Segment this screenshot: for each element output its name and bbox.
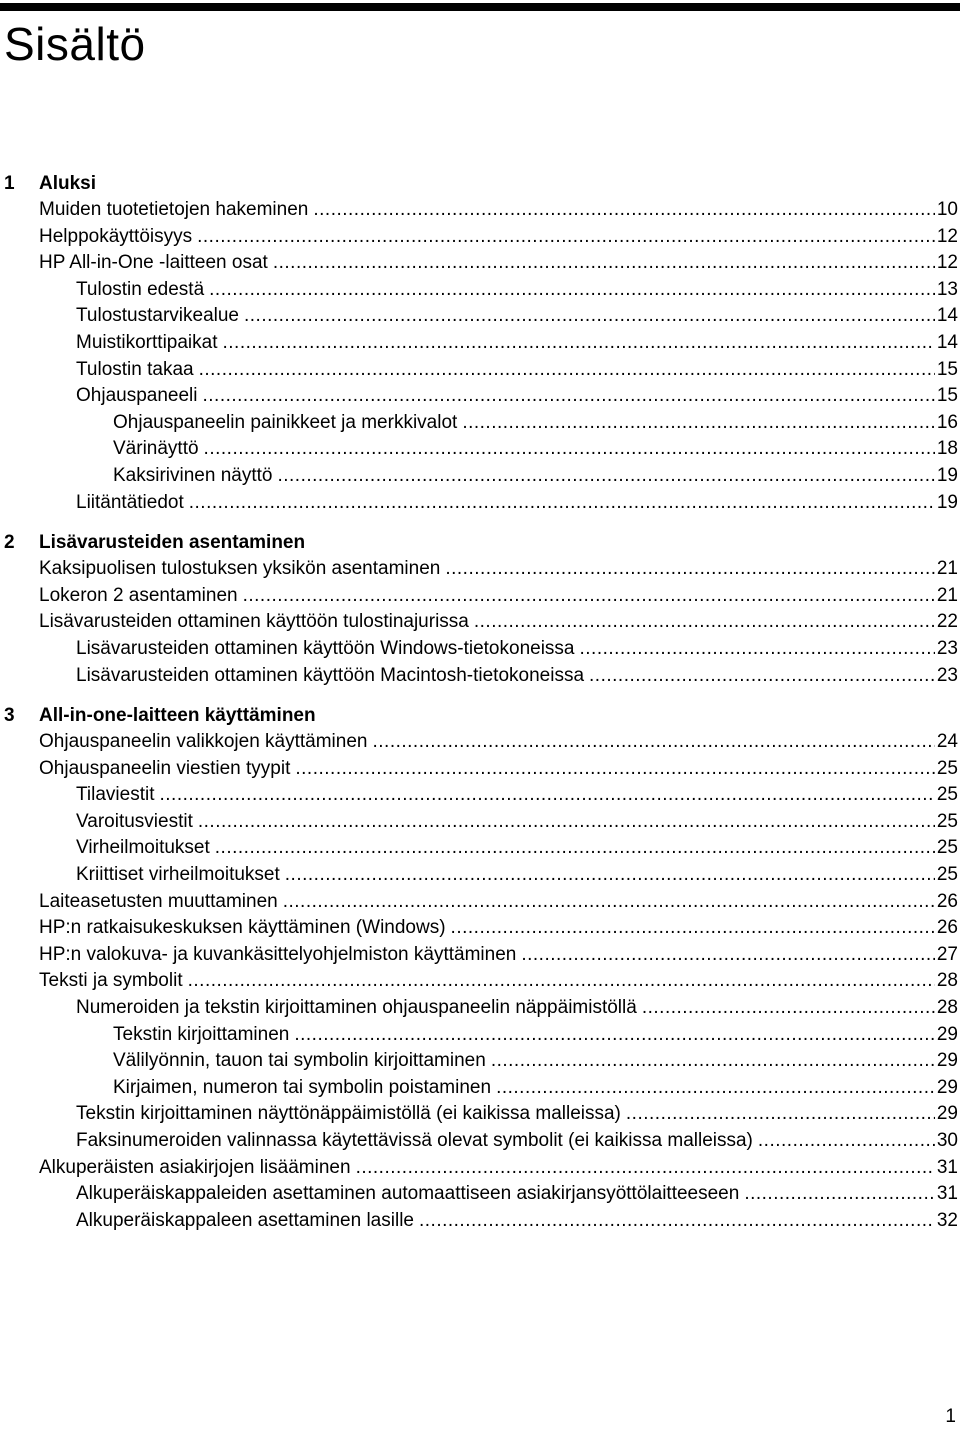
toc-entry[interactable] (0, 1208, 960, 1235)
toc-entry[interactable] (0, 729, 960, 756)
toc-entry[interactable] (0, 968, 960, 995)
page-title: Sisältö (4, 18, 146, 70)
toc-entry[interactable] (0, 1128, 960, 1155)
toc-entry[interactable] (0, 636, 960, 663)
toc-entry[interactable] (0, 436, 960, 463)
toc-entry[interactable] (0, 277, 960, 304)
toc-entry-page: 25 (936, 810, 958, 832)
dot-leader (451, 915, 935, 942)
dot-leader (521, 942, 935, 969)
toc-entry-text: Kaksipuolisen tulostuksen yksikön asentaminen (39, 558, 441, 580)
toc-entry[interactable] (0, 303, 960, 330)
dot-leader (283, 889, 935, 916)
toc-entry-text: Alkuperäisten asiakirjojen lisääminen (39, 1156, 351, 1178)
toc-entry-page: 29 (936, 1076, 958, 1098)
toc-entry-text: Teksti ja symbolit (39, 970, 183, 992)
toc-entry-page: 29 (936, 1103, 958, 1125)
dot-leader (313, 197, 935, 224)
toc-entry-page: 12 (936, 225, 958, 247)
dot-leader (580, 636, 935, 663)
table-of-contents (0, 170, 960, 1234)
toc-entry-page: 13 (936, 278, 958, 300)
dot-leader (244, 303, 935, 330)
toc-entry[interactable] (0, 782, 960, 809)
toc-entry-page: 24 (936, 731, 958, 753)
toc-entry-text: Tulostin takaa (76, 358, 194, 380)
toc-entry-page: 21 (936, 584, 958, 606)
toc-entry-page: 31 (936, 1156, 958, 1178)
toc-entry-text: Alkuperäiskappaleen asettaminen lasille (76, 1209, 414, 1231)
dot-leader (277, 463, 934, 490)
toc-entry-page: 31 (936, 1183, 958, 1205)
toc-entry-text: Lisävarusteiden ottaminen käyttöön tulostinajurissa (39, 611, 469, 633)
dot-leader (626, 1101, 935, 1128)
toc-entry-text: Faksinumeroiden valinnassa käytettävissä olevat symbolit (ei kaikissa malleissa) (76, 1130, 753, 1151)
toc-entry-text: Kaksirivinen näyttö (113, 464, 273, 486)
toc-entry-text: Tulostin edestä (76, 278, 205, 300)
toc-entry-page: 26 (936, 890, 958, 912)
toc-entry-text: Lokeron 2 asentaminen (39, 584, 238, 606)
toc-entry-page: 25 (936, 757, 958, 779)
toc-entry[interactable] (0, 1155, 960, 1182)
toc-entry-page: 19 (936, 464, 958, 486)
toc-entry-text: Ohjauspaneelin viestien tyypit (39, 757, 291, 779)
toc-entry-page: 26 (936, 917, 958, 939)
toc-entry[interactable] (0, 995, 960, 1022)
toc-entry[interactable] (0, 1181, 960, 1208)
dot-leader (445, 556, 935, 583)
dot-leader (372, 729, 934, 756)
chapter-heading-2[interactable] (0, 529, 960, 556)
toc-entry-text: Ohjauspaneelin valikkojen käyttäminen (39, 731, 368, 753)
toc-entry-page: 29 (936, 1023, 958, 1045)
toc-entry[interactable] (0, 357, 960, 384)
toc-entry-text: HP:n ratkaisukeskuksen käyttäminen (Windows) (39, 917, 446, 939)
dot-leader (215, 835, 935, 862)
toc-entry-page: 12 (936, 252, 958, 274)
toc-entry-text: HP:n valokuva- ja kuvankäsittelyohjelmiston käyttäminen (39, 943, 517, 965)
page-number: 1 (945, 1406, 956, 1427)
toc-entry[interactable] (0, 197, 960, 224)
toc-entry[interactable] (0, 1101, 960, 1128)
toc-entry-page: 10 (936, 199, 958, 220)
toc-entry-page: 25 (936, 837, 958, 859)
toc-entry-page: 25 (936, 784, 958, 806)
chapter-heading-3[interactable] (0, 702, 960, 729)
toc-entry-page: 23 (936, 637, 958, 659)
chapter-title: Lisävarusteiden asentaminen (39, 532, 306, 554)
toc-entry[interactable] (0, 463, 960, 490)
toc-entry-page: 32 (936, 1209, 958, 1231)
dot-leader (294, 1022, 935, 1049)
toc-entry[interactable] (0, 383, 960, 410)
toc-entry-page: 14 (936, 331, 958, 353)
toc-entry[interactable] (0, 1075, 960, 1102)
toc-entry-text: Laiteasetusten muuttaminen (39, 890, 278, 912)
dot-leader (209, 277, 935, 304)
toc-entry-page: 28 (936, 997, 958, 1019)
chapter-gap (0, 689, 960, 702)
toc-entry[interactable] (0, 1022, 960, 1049)
toc-entry[interactable] (0, 809, 960, 836)
dot-leader (642, 995, 935, 1022)
dot-leader (159, 782, 934, 809)
toc-entry[interactable] (0, 410, 960, 437)
dot-leader (356, 1155, 935, 1182)
toc-entry-text: HP All-in-One -laitteen osat (39, 252, 268, 274)
dot-leader (758, 1128, 935, 1155)
chapter-heading-1[interactable] (0, 170, 960, 197)
dot-leader (273, 250, 935, 277)
dot-leader (204, 436, 935, 463)
toc-entry-text: Tekstin kirjoittaminen näyttönäppäimistöllä (ei kaikissa malleissa) (76, 1103, 621, 1125)
chapter-title: Aluksi (39, 173, 97, 194)
toc-entry-page: 19 (936, 491, 958, 513)
dot-leader (744, 1181, 935, 1208)
chapter-number: 3 (4, 705, 15, 727)
chapter-number: 2 (4, 532, 15, 554)
toc-entry-text: Tilaviestit (76, 784, 155, 806)
chapter-number: 1 (4, 173, 15, 194)
dot-leader (419, 1208, 935, 1235)
dot-leader (223, 330, 935, 357)
toc-entry-text: Värinäyttö (113, 438, 199, 460)
toc-entry-text: Ohjauspaneelin painikkeet ja merkkivalot (113, 411, 458, 433)
toc-entry[interactable] (0, 224, 960, 251)
toc-entry-page: 16 (936, 411, 958, 433)
toc-entry-page: 18 (936, 438, 958, 460)
toc-entry-text: Virheilmoitukset (76, 837, 210, 859)
chapter-title: All-in-one-laitteen käyttäminen (39, 705, 316, 727)
dot-leader (188, 968, 935, 995)
dot-leader (462, 410, 935, 437)
toc-entry[interactable] (0, 942, 960, 969)
top-rule (0, 3, 960, 11)
chapter-gap (0, 516, 960, 529)
dot-leader (202, 383, 934, 410)
toc-entry[interactable] (0, 330, 960, 357)
toc-entry-text: Lisävarusteiden ottaminen käyttöön Windows-tietokoneissa (76, 637, 575, 659)
dot-leader (589, 663, 935, 690)
toc-entry-page: 23 (936, 664, 958, 686)
dot-leader (198, 809, 935, 836)
dot-leader (197, 224, 935, 251)
toc-entry-page: 21 (936, 558, 958, 580)
toc-entry-text: Välilyönnin, tauon tai symbolin kirjoittaminen (113, 1050, 486, 1072)
toc-entry[interactable] (0, 862, 960, 889)
toc-entry-text: Kriittiset virheilmoitukset (76, 864, 280, 886)
toc-entry-text: Muistikorttipaikat (76, 331, 218, 353)
toc-entry[interactable] (0, 609, 960, 636)
dot-leader (285, 862, 935, 889)
toc-entry-text: Muiden tuotetietojen hakeminen (39, 199, 309, 220)
toc-entry-page: 22 (936, 611, 958, 633)
toc-entry-text: Kirjaimen, numeron tai symbolin poistaminen (113, 1076, 492, 1098)
toc-entry-page: 27 (936, 943, 958, 965)
dot-leader (189, 490, 935, 517)
toc-entry[interactable] (0, 915, 960, 942)
toc-entry-page: 29 (936, 1050, 958, 1072)
toc-entry-text: Helppokäyttöisyys (39, 225, 193, 247)
toc-entry-text: Ohjauspaneeli (76, 385, 198, 407)
toc-entry[interactable] (0, 1048, 960, 1075)
toc-entry[interactable] (0, 556, 960, 583)
dot-leader (199, 357, 935, 384)
dot-leader (491, 1048, 935, 1075)
dot-leader (243, 583, 935, 610)
toc-entry-page: 28 (936, 970, 958, 992)
dot-leader (496, 1075, 935, 1102)
toc-entry-page: 14 (936, 305, 958, 327)
toc-entry-text: Lisävarusteiden ottaminen käyttöön Macintosh-tietokoneissa (76, 664, 585, 686)
toc-entry-text: Alkuperäiskappaleiden asettaminen automaattiseen asiakirjansyöttölaitteeseen (76, 1183, 740, 1205)
toc-entry-page: 30 (936, 1130, 958, 1151)
toc-entry[interactable] (0, 250, 960, 277)
toc-entry[interactable] (0, 663, 960, 690)
toc-entry[interactable] (0, 835, 960, 862)
dot-leader (295, 756, 934, 783)
toc-entry[interactable] (0, 583, 960, 610)
toc-entry-text: Liitäntätiedot (76, 491, 184, 513)
toc-entry-text: Tekstin kirjoittaminen (113, 1023, 290, 1045)
toc-entry-page: 15 (936, 385, 958, 407)
toc-entry-page: 15 (936, 358, 958, 380)
dot-leader (474, 609, 935, 636)
toc-entry-page: 25 (936, 864, 958, 886)
toc-entry-text: Tulostustarvikealue (76, 305, 239, 327)
toc-entry[interactable] (0, 490, 960, 517)
toc-entry-text: Varoitusviestit (76, 810, 193, 832)
toc-entry[interactable] (0, 756, 960, 783)
toc-entry[interactable] (0, 889, 960, 916)
toc-entry-text: Numeroiden ja tekstin kirjoittaminen ohjauspaneelin näppäimistöllä (76, 997, 637, 1019)
